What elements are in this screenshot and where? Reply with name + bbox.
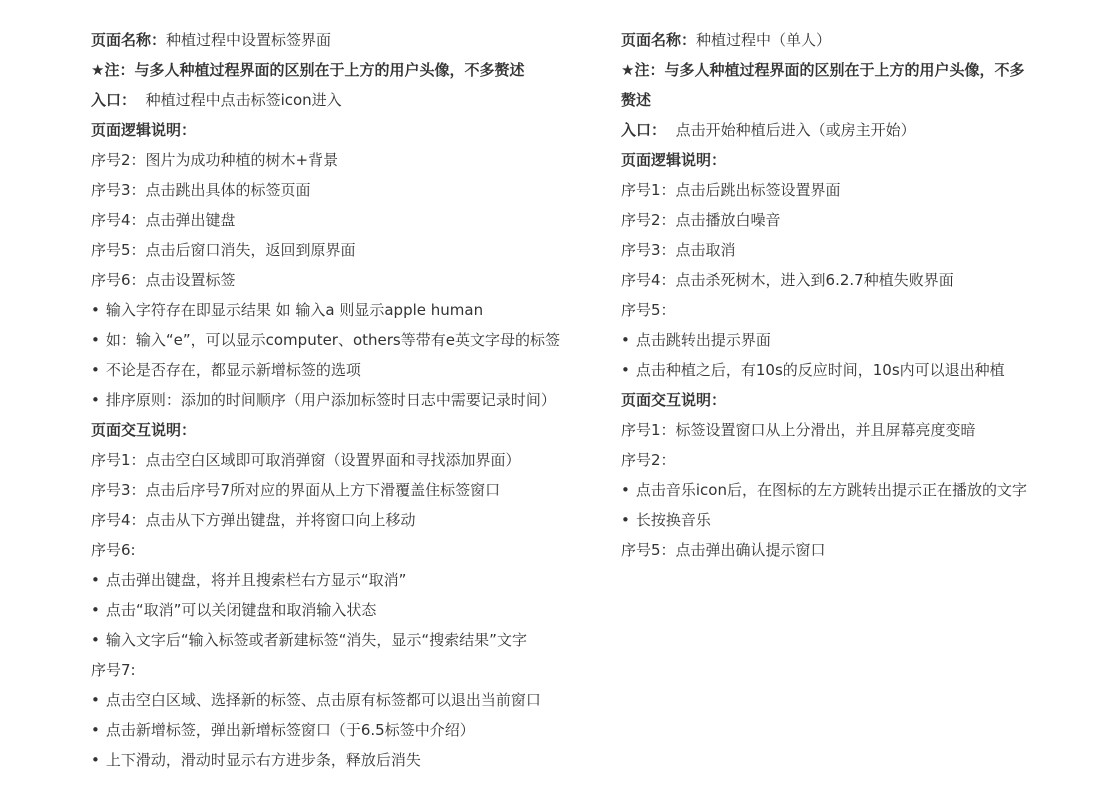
interaction-heading: 页面交互说明： xyxy=(91,421,197,439)
interaction-line: 序号3：点击后序号7所对应的界面从上方下滑覆盖住标签窗口 xyxy=(91,481,501,499)
logic-line: 序号4：点击杀死树木，进入到6.2.7种植失败界面 xyxy=(621,271,954,289)
logic-bullet: • 点击跳转出提示界面 xyxy=(621,325,1031,355)
logic-heading: 页面逻辑说明： xyxy=(91,121,197,139)
interaction-line: 序号1：标签设置窗口从上分滑出，并且屏幕亮度变暗 xyxy=(621,421,976,439)
entry-label: 入口： xyxy=(621,121,667,139)
logic-line: 序号5： xyxy=(621,301,676,319)
entry-row xyxy=(91,85,596,115)
page-name-value: 种植过程中设置标签界面 xyxy=(166,31,332,49)
logic-heading: 页面逻辑说明： xyxy=(621,151,727,169)
interaction-line: 序号1：点击空白区域即可取消弹窗（设置界面和寻找添加界面） xyxy=(91,451,521,469)
seq7-label: 序号7: xyxy=(91,661,136,679)
interaction-line: 序号6: xyxy=(91,541,136,559)
seq6-bullet: • 输入文字后“输入标签或者新建标签“消失，显示“搜索结果”文字 xyxy=(91,625,596,655)
seq7-bullet: • 点击空白区域、选择新的标签、点击原有标签都可以退出当前窗口 xyxy=(91,685,596,715)
seq6-bullet: • 点击“取消”可以关闭键盘和取消输入状态 xyxy=(91,595,596,625)
interaction-line: 序号5：点击弹出确认提示窗口 xyxy=(621,541,826,559)
logic-bullet: • 输入字符存在即显示结果 如 输入a 则显示apple human xyxy=(91,295,596,325)
seq7-bullet: • 上下滑动，滑动时显示右方进步条，释放后消失 xyxy=(91,745,596,775)
page-name-label: 页面名称： xyxy=(91,31,167,49)
logic-line: 序号3：点击跳出具体的标签页面 xyxy=(91,181,311,199)
entry-label: 入口： xyxy=(91,91,137,109)
seq7-bullet: • 点击新增标签，弹出新增标签窗口（于6.5标签中介绍） xyxy=(91,715,596,745)
logic-line: 序号3：点击取消 xyxy=(621,241,736,259)
seq6-bullet: • 点击弹出键盘，将并且搜索栏右方显示“取消” xyxy=(91,565,596,595)
page-name-row xyxy=(91,25,596,55)
entry-value: 种植过程中点击标签icon进入 xyxy=(145,91,342,109)
entry-value: 点击开始种植后进入（或房主开始） xyxy=(675,121,916,139)
interaction-heading: 页面交互说明： xyxy=(621,391,727,409)
logic-bullet: • 排序原则：添加的时间顺序（用户添加标签时日志中需要记录时间） xyxy=(91,385,596,415)
interaction-line: 序号2： xyxy=(621,451,676,469)
logic-line: 序号2：点击播放白噪音 xyxy=(621,211,781,229)
logic-bullet: • 如：输入“e”，可以显示computer、others等带有e英文字母的标签 xyxy=(91,325,596,355)
logic-bullet: • 不论是否存在，都显示新增标签的选项 xyxy=(91,355,596,385)
interaction-bullet: • 点击音乐icon后，在图标的左方跳转出提示正在播放的文字 xyxy=(621,475,1031,505)
logic-bullet: • 点击种植之后，有10s的反应时间，10s内可以退出种植 xyxy=(621,355,1031,385)
logic-line: 序号5：点击后窗口消失，返回到原界面 xyxy=(91,241,356,259)
interaction-line: 序号4：点击从下方弹出键盘，并将窗口向上移动 xyxy=(91,511,416,529)
page-name-label: 页面名称： xyxy=(621,31,697,49)
logic-line: 序号1：点击后跳出标签设置界面 xyxy=(621,181,841,199)
entry-row xyxy=(621,115,1031,145)
right-column xyxy=(621,25,1031,565)
logic-line: 序号2：图片为成功种植的树木+背景 xyxy=(91,151,339,169)
page-name-value: 种植过程中（单人） xyxy=(696,31,832,49)
logic-line: 序号6：点击设置标签 xyxy=(91,271,236,289)
note-text: ★注：与多人种植过程界面的区别在于上方的用户头像，不多赘述 xyxy=(91,61,525,79)
left-column xyxy=(91,25,596,775)
note-text: ★注：与多人种植过程界面的区别在于上方的用户头像，不多赘述 xyxy=(621,61,1025,109)
logic-line: 序号4：点击弹出键盘 xyxy=(91,211,236,229)
page-name-row xyxy=(621,25,1031,55)
interaction-bullet: • 长按换音乐 xyxy=(621,505,1031,535)
